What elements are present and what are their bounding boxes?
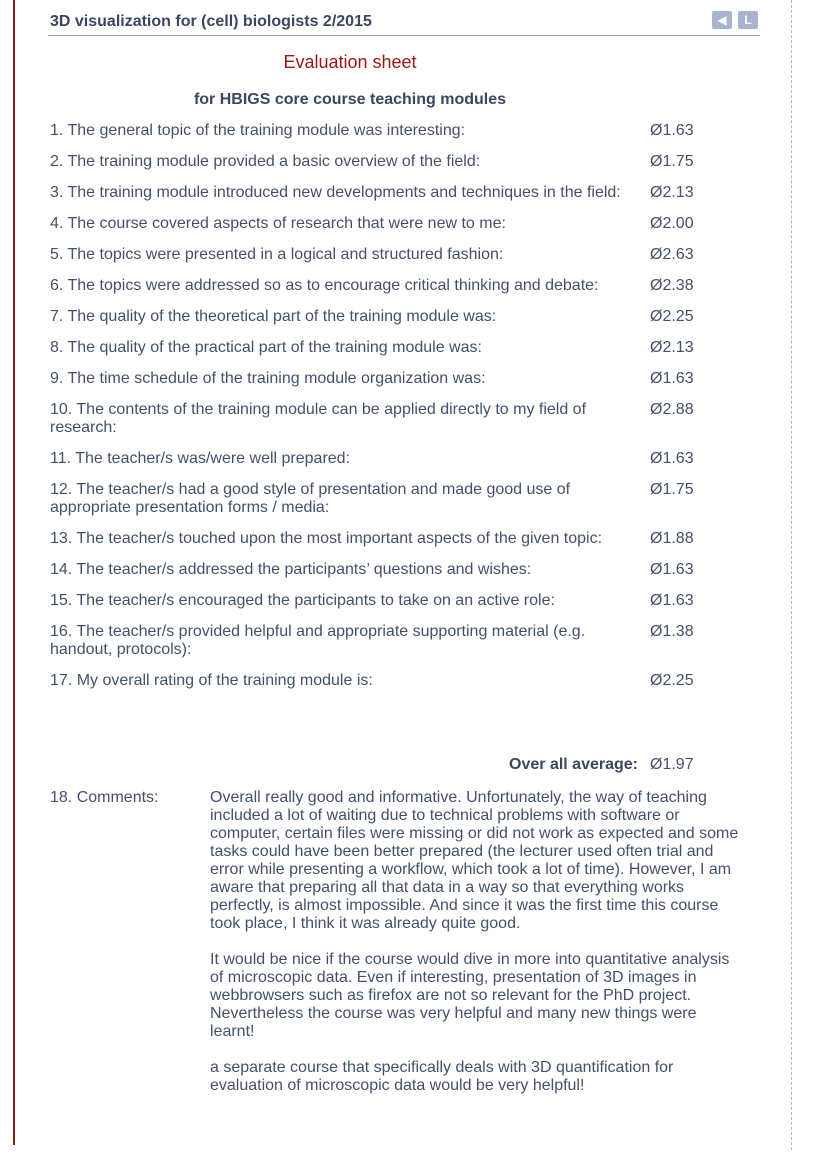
evaluation-item: [50, 561, 750, 579]
comment-paragraph: a separate course that specifically deals with 3D quantification for evaluation of microscopic data would be very helpful!: [210, 1059, 674, 1094]
evaluation-item-score: Ø2.00: [650, 215, 694, 232]
comments-body: [210, 789, 745, 1113]
evaluation-item-text: 7. The quality of the theoretical part of the training module was:: [50, 308, 497, 325]
evaluation-item-score: Ø2.13: [650, 339, 694, 356]
evaluation-sheet-title: Evaluation sheet: [283, 52, 417, 72]
evaluation-item-score: Ø1.63: [650, 122, 694, 139]
evaluation-item-score: Ø1.75: [650, 481, 694, 498]
overall-average-label: Over all average:: [509, 756, 638, 773]
overall-average-row: [48, 756, 700, 778]
evaluation-item-text: 15. The teacher/s encouraged the participants to take on an active role:: [50, 592, 555, 609]
page-header: [48, 11, 760, 36]
evaluation-item-score: Ø2.38: [650, 277, 694, 294]
overall-average-value: Ø1.97: [650, 756, 694, 773]
evaluation-item: [50, 530, 750, 548]
evaluation-item: [50, 277, 750, 295]
evaluation-item-text: 11. The teacher/s was/were well prepared:: [50, 450, 351, 467]
evaluation-item: [50, 401, 750, 437]
evaluation-items-list: [50, 122, 750, 703]
page-header-title: 3D visualization for (cell) biologists 2/2015: [50, 13, 372, 30]
evaluation-item: [50, 308, 750, 326]
evaluation-item-text: 16. The teacher/s provided helpful and appropriate supporting material (e.g. handout, protocols):: [50, 623, 586, 658]
last-page-button[interactable]: L: [738, 11, 758, 29]
evaluation-item-text: 1. The general topic of the training module was interesting:: [50, 122, 466, 139]
previous-page-button[interactable]: ◀: [712, 11, 732, 29]
evaluation-item-text: 3. The training module introduced new developments and techniques in the field:: [50, 184, 621, 201]
evaluation-item: [50, 215, 750, 233]
evaluation-item: [50, 481, 750, 517]
evaluation-item-text: 14. The teacher/s addressed the participants’ questions and wishes:: [50, 561, 532, 578]
evaluation-item-text: 8. The quality of the practical part of the training module was:: [50, 339, 482, 356]
evaluation-item-text: 12. The teacher/s had a good style of presentation and made good use of appropriate presentation forms / media:: [50, 481, 571, 516]
evaluation-item-score: Ø1.63: [650, 370, 694, 387]
evaluation-item: [50, 246, 750, 264]
evaluation-item-text: 6. The topics were addressed so as to encourage critical thinking and debate:: [50, 277, 599, 294]
comment-paragraph: It would be nice if the course would dive in more into quantitative analysis of microscopic data. Even if interesting, presentation of 3D images in webbrowsers such as firefox are not so relevant for the PhD project. Nevertheless the course was very helpful and many new things were learnt!: [210, 951, 730, 1040]
evaluation-item: [50, 450, 750, 468]
evaluation-item-text: 13. The teacher/s touched upon the most important aspects of the given topic:: [50, 530, 603, 547]
evaluation-item-score: Ø2.88: [650, 401, 694, 418]
evaluation-item-score: Ø1.63: [650, 561, 694, 578]
evaluation-item: [50, 339, 750, 357]
evaluation-item-score: Ø1.88: [650, 530, 694, 547]
evaluation-item: [50, 122, 750, 140]
evaluation-item: [50, 672, 750, 690]
evaluation-item: [50, 153, 750, 171]
evaluation-item-text: 2. The training module provided a basic overview of the field:: [50, 153, 481, 170]
evaluation-item-text: 9. The time schedule of the training module organization was:: [50, 370, 486, 387]
comments-label: 18. Comments:: [50, 789, 159, 806]
evaluation-item-score: Ø2.63: [650, 246, 694, 263]
evaluation-item-text: 17. My overall rating of the training module is:: [50, 672, 373, 689]
evaluation-item-score: Ø2.25: [650, 672, 694, 689]
evaluation-sheet-subtitle: for HBIGS core course teaching modules: [193, 91, 507, 108]
evaluation-item: [50, 623, 750, 659]
evaluation-item-text: 4. The course covered aspects of research that were new to me:: [50, 215, 506, 232]
evaluation-item-score: Ø2.25: [650, 308, 694, 325]
left-border-line: [13, 0, 15, 1145]
right-dashed-divider: [791, 0, 792, 1150]
comment-paragraph: Overall really good and informative. Unfortunately, the way of teaching included a lot of waiting due to technical problems with software or computer, certain files were missing or did not work as expected and some tasks could have been better prepared (the lecturer used often trial and error while presenting a workflow, which took a lot of time). However, I am aware that preparing all that data in a way so that everything works perfectly, is almost impossible. And since it was the first time this course took place, I think it was already quite good.: [210, 789, 739, 932]
evaluation-item-text: 10. The contents of the training module can be applied directly to my field of research:: [50, 401, 587, 436]
evaluation-item: [50, 592, 750, 610]
evaluation-item-score: Ø1.38: [650, 623, 694, 640]
evaluation-item-score: Ø1.63: [650, 450, 694, 467]
evaluation-item: [50, 184, 750, 202]
evaluation-item-score: Ø1.63: [650, 592, 694, 609]
evaluation-item-score: Ø1.75: [650, 153, 694, 170]
evaluation-item-text: 5. The topics were presented in a logical and structured fashion:: [50, 246, 504, 263]
evaluation-item-score: Ø2.13: [650, 184, 694, 201]
evaluation-item: [50, 370, 750, 388]
